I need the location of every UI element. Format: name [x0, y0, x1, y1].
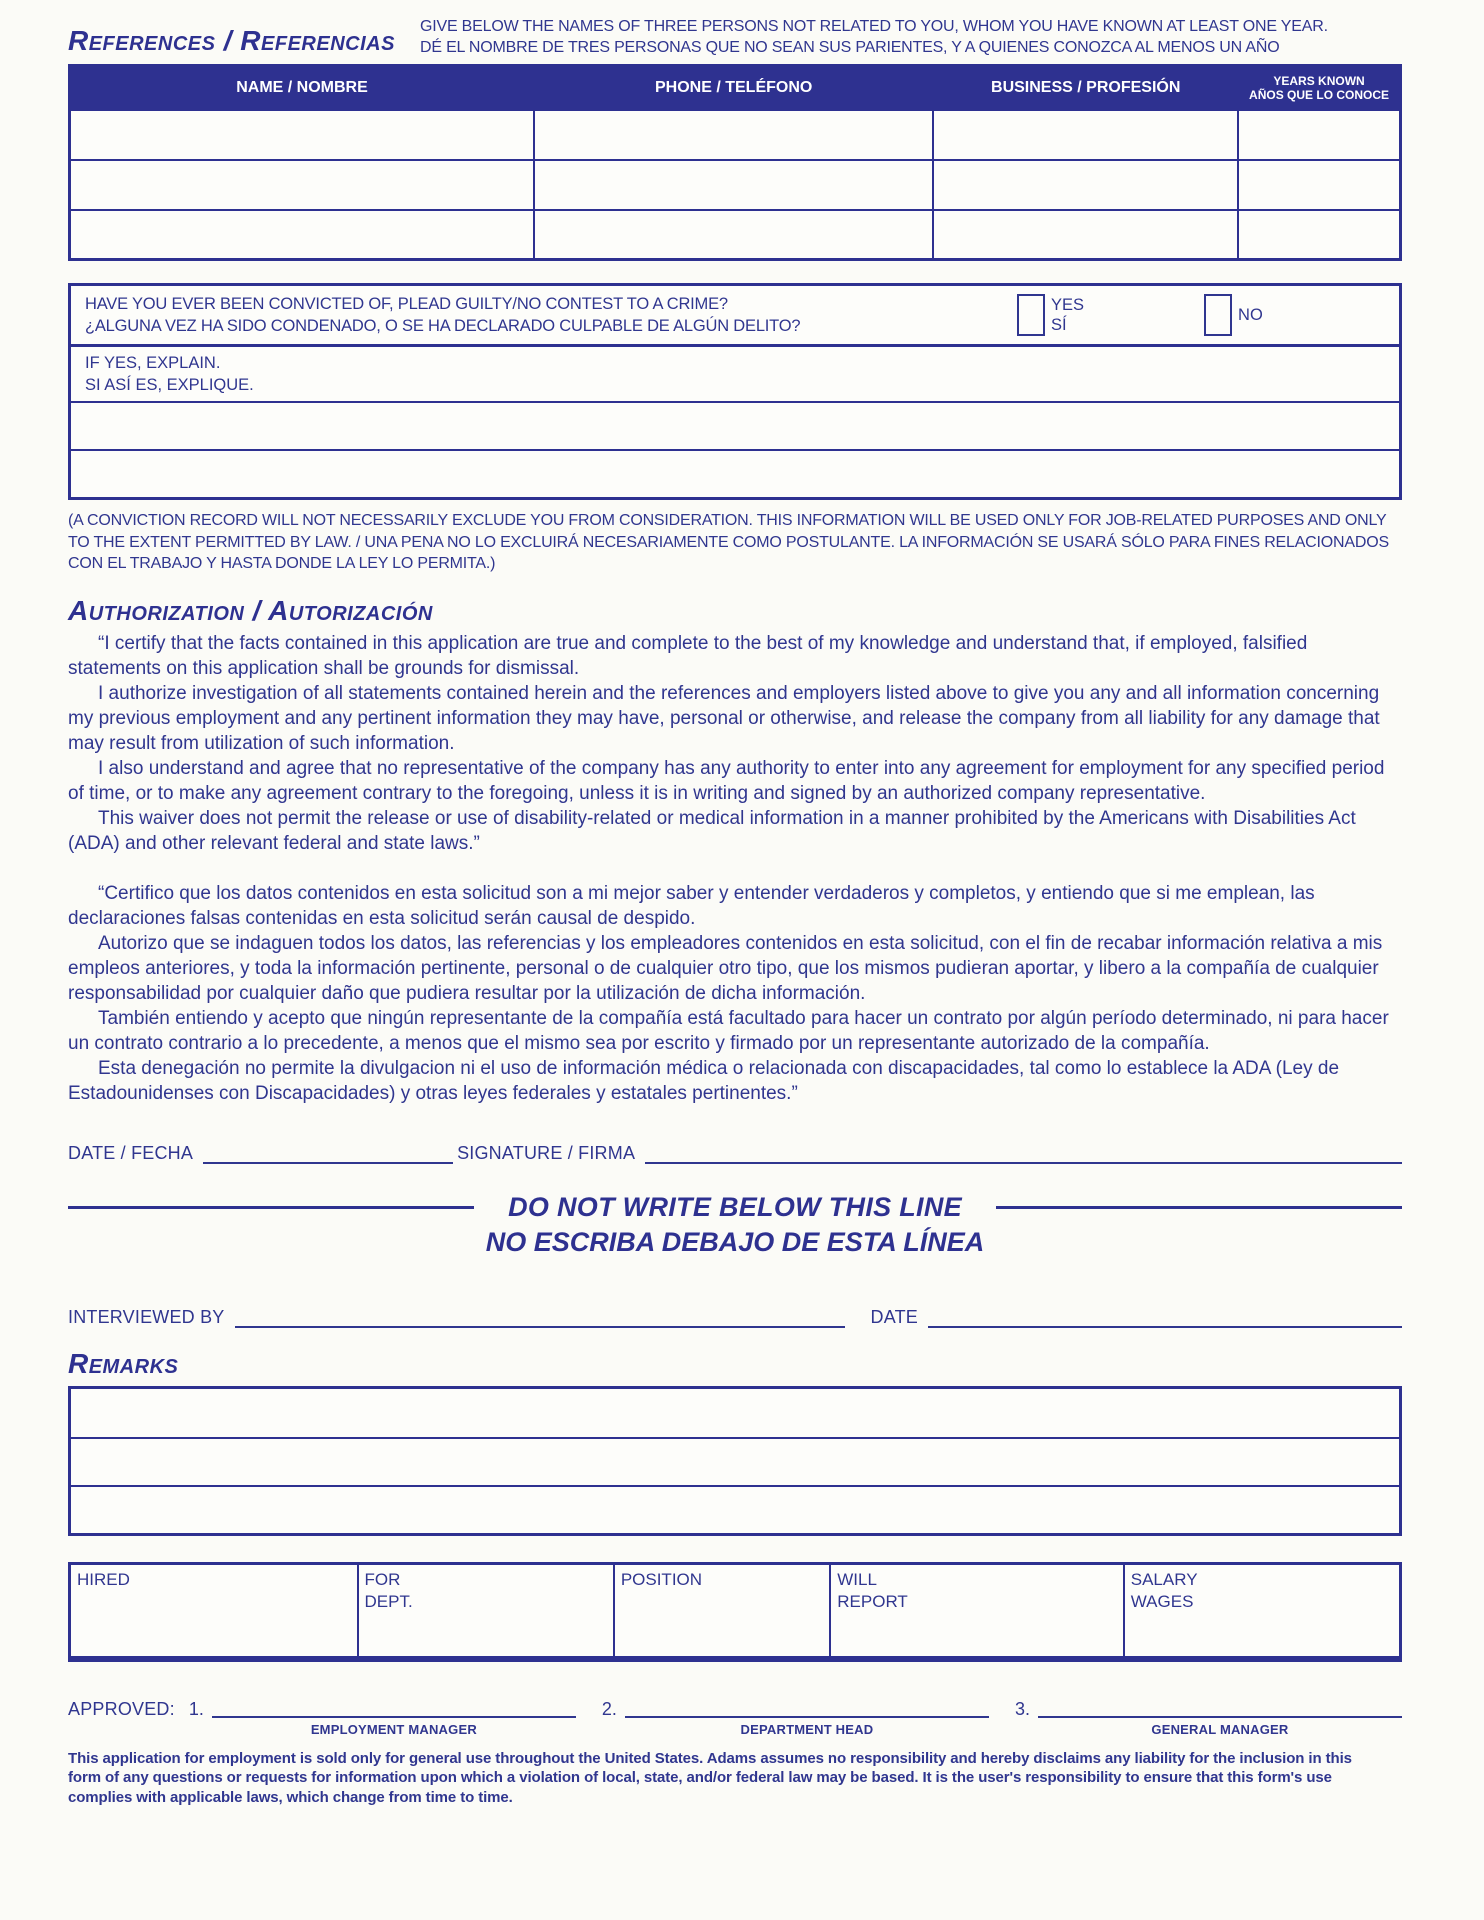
- column-header-years-known: [1238, 66, 1400, 110]
- reference-years-cell[interactable]: [1238, 110, 1400, 160]
- approval-number-3: 3.: [1014, 1698, 1030, 1719]
- signature-field[interactable]: [645, 1140, 1402, 1164]
- interview-date-label: DATE: [870, 1306, 918, 1327]
- position-label: POSITION: [620, 1569, 703, 1589]
- salary-wages-cell[interactable]: SALARY WAGES: [1123, 1565, 1399, 1656]
- explanation-line-1[interactable]: [71, 401, 1399, 449]
- references-table: [68, 64, 1402, 261]
- explain-label-es: SI ASÍ ES, EXPLIQUE.: [85, 376, 254, 394]
- approved-label: APPROVED:: [68, 1698, 175, 1719]
- references-section-title: References / Referencias: [68, 25, 395, 56]
- interviewed-by-field[interactable]: [235, 1304, 845, 1328]
- references-header: [68, 16, 1402, 58]
- interviewed-by-row: [68, 1300, 1402, 1328]
- yes-checkbox[interactable]: [1017, 294, 1045, 336]
- years-known-line1: YEARS KNOWN: [1273, 73, 1365, 88]
- divider-rule-left: [68, 1206, 474, 1209]
- reference-years-cell[interactable]: [1238, 210, 1400, 260]
- reference-business-cell[interactable]: [933, 110, 1238, 160]
- date-field[interactable]: [203, 1140, 453, 1164]
- interviewed-by-label: INTERVIEWED BY: [68, 1306, 225, 1327]
- approval-signature-1-field[interactable]: [212, 1696, 576, 1718]
- approval-number-1: 1.: [188, 1698, 204, 1719]
- reference-business-cell[interactable]: [933, 210, 1238, 260]
- conviction-question-row: [71, 286, 1399, 344]
- yes-label-es: SÍ: [1051, 316, 1067, 334]
- date-label: DATE / FECHA: [68, 1142, 194, 1163]
- remarks-section-title: Remarks: [68, 1347, 179, 1379]
- conviction-question: [85, 293, 955, 337]
- reference-name-cell[interactable]: [70, 110, 535, 160]
- department-head-label: DEPARTMENT HEAD: [740, 1721, 874, 1737]
- will-report-label: WILL: [837, 1569, 877, 1589]
- authorization-paragraph-es: “Certifico que los datos contenidos en esta solicitud son a mi mejor saber y entender verdaderos y completos, y entiendo que si me emplean, las declaraciones falsas contenidas en esta solicitud serán causal de despido.: [68, 882, 1315, 929]
- authorization-text: [68, 631, 1402, 1106]
- hired-label: HIRED: [77, 1569, 130, 1589]
- references-instruction-es: DÉ EL NOMBRE DE TRES PERSONAS QUE NO SEAN SUS PARIENTES, Y A QUIENES CONOZCA AL MENOS UN AÑO: [420, 39, 1280, 56]
- yes-label-en: YES: [1051, 296, 1085, 314]
- divider-rule-right: [996, 1206, 1402, 1209]
- reference-phone-cell[interactable]: [534, 160, 933, 210]
- will-report-cell[interactable]: WILL REPORT: [829, 1565, 1122, 1656]
- conviction-disclaimer: (A CONVICTION RECORD WILL NOT NECESSARILY EXCLUDE YOU FROM CONSIDERATION. THIS INFORMATION WILL BE USED ONLY FOR JOB-RELATED PURPOSES AND ONLY TO THE EXTENT PERMITTED BY LAW. / UNA PENA NO LO EXCLUIRÁ NECESARIAMENTE COMO POSTULANTE. LA INFORMACIÓN SE USARÁ SÓLO PARA FINES RELACIONADOS CON EL TRABAJO Y HASTA DONDE LA LEY LO PERMITA.): [68, 512, 1389, 572]
- approval-item-3: [1015, 1696, 1402, 1737]
- authorization-paragraph-es: Esta denegación no permite la divulgacion ni el uso de información médica o relacionada con discapacidades, tal como lo establece la ADA (Ley de Estadounidenses con Discapacidades) y otras leyes federales y estatales pertinentes.”: [68, 1057, 1340, 1104]
- reference-row: [70, 110, 1401, 160]
- reference-name-cell[interactable]: [70, 210, 535, 260]
- for-dept-cell[interactable]: FOR DEPT.: [357, 1565, 613, 1656]
- reference-row: [70, 210, 1401, 260]
- authorization-section-title: Authorization / Autorización: [68, 594, 433, 626]
- do-not-write-divider: [68, 1192, 1402, 1223]
- references-table-header-row: [70, 66, 1401, 110]
- legal-disclaimer: This application for employment is sold only for general use throughout the United States. Adams assumes no responsibility and hereby disclaims any liability for the inclusion in this form of any questions or requests for information upon which a violation of local, state, and/or federal law may be based. It is the user's responsibility to ensure that this form's use complies with applicable laws, which change from time to time.: [68, 1749, 1352, 1806]
- approval-item-1: [189, 1696, 576, 1737]
- employment-manager-label: EMPLOYMENT MANAGER: [310, 1721, 477, 1737]
- reference-business-cell[interactable]: [933, 160, 1238, 210]
- interview-date-field[interactable]: [928, 1304, 1402, 1328]
- signature-label: SIGNATURE / FIRMA: [457, 1142, 636, 1163]
- conviction-section: [68, 283, 1402, 500]
- conviction-question-en: HAVE YOU EVER BEEN CONVICTED OF, PLEAD GUILTY/NO CONTEST TO A CRIME?: [85, 295, 728, 313]
- if-yes-explain-row: [71, 344, 1399, 401]
- conviction-question-es: ¿ALGUNA VEZ HA SIDO CONDENADO, O SE HA DECLARADO CULPABLE DE ALGÚN DELITO?: [85, 317, 801, 335]
- no-checkbox-label: NO: [1238, 306, 1263, 324]
- do-not-write-text-en: DO NOT WRITE BELOW THIS LINE: [508, 1191, 962, 1222]
- authorization-paragraph-es: También entiendo y acepto que ningún representante de la compañía está facultado para hacer un contrato por algún período determinado, ni para hacer un contrato contrario a lo precedente, a menos que el mismo sea por escrito y firmado por un representante autorizado de la compañía.: [68, 1007, 1389, 1054]
- authorization-paragraph-en: I also understand and agree that no representative of the company has any authority to enter into any agreement for employment for any specified period of time, or to make any agreement contrary to the foregoing, unless it is in writing and signed by an authorized company representative.: [68, 757, 1385, 804]
- do-not-write-text-es: NO ESCRIBA DEBAJO DE ESTA LÍNEA: [485, 1226, 985, 1257]
- hired-cell[interactable]: [71, 1565, 357, 1656]
- remarks-box: [68, 1386, 1402, 1536]
- position-cell[interactable]: [613, 1565, 829, 1656]
- reference-phone-cell[interactable]: [534, 210, 933, 260]
- years-known-line2: AÑOS QUE LO CONOCE: [1249, 87, 1390, 102]
- approved-row: [68, 1696, 1402, 1737]
- authorization-paragraph-es: Autorizo que se indaguen todos los datos, las referencias y los empleadores contenidos en esta solicitud, con el fin de recabar información relativa a mis empleos anteriores, y toda la información pertinente, personal o de cualquier otro tipo, que los mismos pudieran aportar, y libero a la compañía de cualquier responsabilidad por cualquier daño que pudiera resultar por la utilización de dicha información.: [68, 932, 1383, 1004]
- remarks-line-1[interactable]: [71, 1389, 1399, 1437]
- remarks-line-3[interactable]: [71, 1485, 1399, 1533]
- no-checkbox-group: [1204, 294, 1263, 336]
- explain-label-en: IF YES, EXPLAIN.: [85, 354, 221, 372]
- for-dept-label: FOR: [364, 1569, 401, 1589]
- date-signature-row: [68, 1136, 1402, 1164]
- yes-checkbox-group: [1017, 294, 1084, 336]
- column-header-name: NAME / NOMBRE: [70, 66, 535, 110]
- references-instruction-en: GIVE BELOW THE NAMES OF THREE PERSONS NOT RELATED TO YOU, WHOM YOU HAVE KNOWN AT LEAST ONE YEAR.: [420, 18, 1328, 35]
- remarks-line-2[interactable]: [71, 1437, 1399, 1485]
- column-header-business: BUSINESS / PROFESIÓN: [933, 66, 1238, 110]
- authorization-paragraph-en: “I certify that the facts contained in this application are true and complete to the best of my knowledge and understand that, if employed, falsified statements on this application shall be grounds for dismissal.: [68, 632, 1308, 679]
- general-manager-label: GENERAL MANAGER: [1151, 1721, 1289, 1737]
- no-checkbox[interactable]: [1204, 294, 1232, 336]
- paragraph-gap: [68, 856, 1402, 881]
- approval-item-2: [602, 1696, 989, 1737]
- reference-row: [70, 160, 1401, 210]
- references-instructions: [420, 16, 1328, 58]
- approval-signature-3-field[interactable]: [1038, 1696, 1402, 1718]
- reference-name-cell[interactable]: [70, 160, 535, 210]
- yes-checkbox-label: [1051, 295, 1084, 335]
- salary-wages-label: SALARY: [1130, 1569, 1198, 1589]
- reference-years-cell[interactable]: [1238, 160, 1400, 210]
- reference-phone-cell[interactable]: [534, 110, 933, 160]
- authorization-paragraph-en: I authorize investigation of all statements contained herein and the references and employers listed above to give you any and all information concerning my previous employment and any pertinent information they may have, personal or otherwise, and release the company from all liability for any damage that may result from utilization of such information.: [68, 682, 1380, 754]
- authorization-paragraph-en: This waiver does not permit the release or use of disability-related or medical information in a manner prohibited by the Americans with Disabilities Act (ADA) and other relevant federal and state laws.”: [68, 807, 1356, 854]
- hired-table: [68, 1562, 1402, 1662]
- approval-number-2: 2.: [601, 1698, 617, 1719]
- explanation-line-2[interactable]: [71, 449, 1399, 497]
- approval-signature-2-field[interactable]: [625, 1696, 989, 1718]
- column-header-phone: PHONE / TELÉFONO: [534, 66, 933, 110]
